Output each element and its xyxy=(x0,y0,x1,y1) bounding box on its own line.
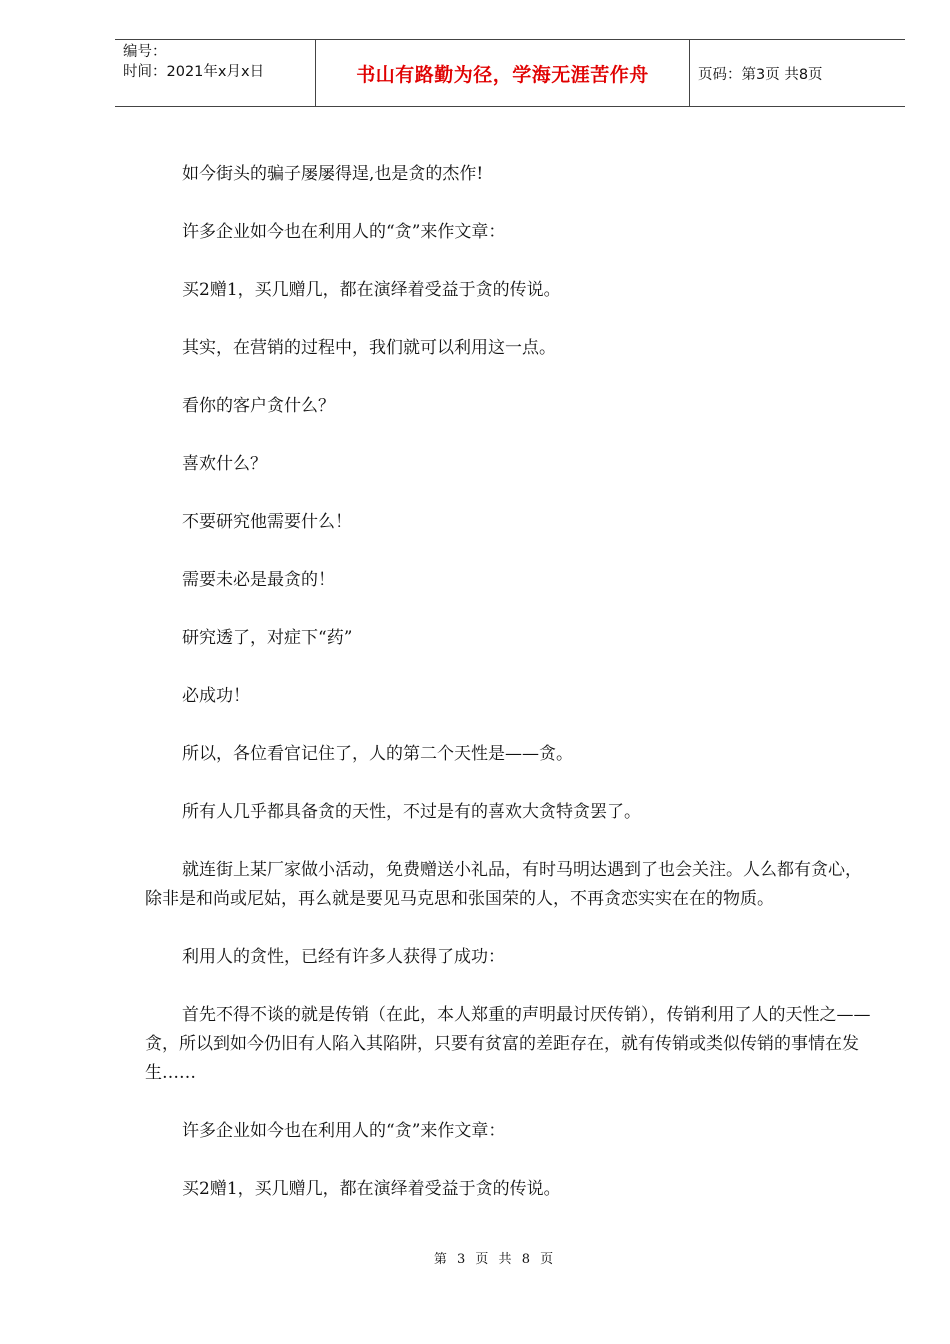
paragraph: 利用人的贪性，已经有许多人获得了成功： xyxy=(182,947,505,967)
paragraph: 就连街上某厂家做小活动，免费赠送小礼品，有时马明达遇到了也会关注。人么都有贪心，除非是和尚或尼姑，再么就是要见马克思和张国荣的人，不再贪恋实实在在的物质。 xyxy=(145,860,862,909)
paragraph: 需要未必是最贪的！ xyxy=(182,570,335,590)
paragraph: 许多企业如今也在利用人的“贪”来作文章： xyxy=(182,1121,506,1141)
document-time: 时间：2021年x月x日 xyxy=(123,64,265,80)
paragraph: 首先不得不谈的就是传销（在此，本人郑重的声明最讨厌传销），传销利用了人的天性之——贪，所以到如今仍旧有人陷入其陷阱，只要有贫富的差距存在，就有传销或类似传销的事情在发生…… xyxy=(145,1005,871,1083)
paragraph: 买2赠1，买几赠几，都在演绎着受益于贪的传说。 xyxy=(182,280,561,300)
paragraph: 必成功！ xyxy=(182,686,250,706)
paragraph: 喜欢什么？ xyxy=(182,454,267,474)
paragraph: 买2赠1，买几赠几，都在演绎着受益于贪的传说。 xyxy=(182,1179,561,1199)
page-header xyxy=(115,39,905,107)
paragraph: 许多企业如今也在利用人的“贪”来作文章： xyxy=(182,222,506,242)
paragraph: 所有人几乎都具备贪的天性，不过是有的喜欢大贪特贪罢了。 xyxy=(182,802,641,822)
paragraph: 其实，在营销的过程中，我们就可以利用这一点。 xyxy=(182,338,556,358)
paragraph: 研究透了，对症下“药” xyxy=(182,628,353,648)
header-motto: 书山有路勤为径，学海无涯苦作舟 xyxy=(356,63,649,86)
paragraph: 看你的客户贪什么？ xyxy=(182,396,335,416)
header-motto-cell xyxy=(315,40,690,106)
document-body xyxy=(145,160,875,1233)
paragraph: 如今街头的骗子屡屡得逞,也是贪的杰作! xyxy=(182,164,484,184)
paragraph: 所以，各位看官记住了，人的第二个天性是——贪。 xyxy=(182,744,573,764)
page-footer: 第 3 页 共 8 页 xyxy=(433,1252,557,1267)
document-number: 编号： xyxy=(123,44,167,60)
paragraph: 不要研究他需要什么！ xyxy=(182,512,352,532)
header-page-info: 页码：第3页 共8页 xyxy=(698,66,823,83)
header-meta xyxy=(115,40,315,106)
